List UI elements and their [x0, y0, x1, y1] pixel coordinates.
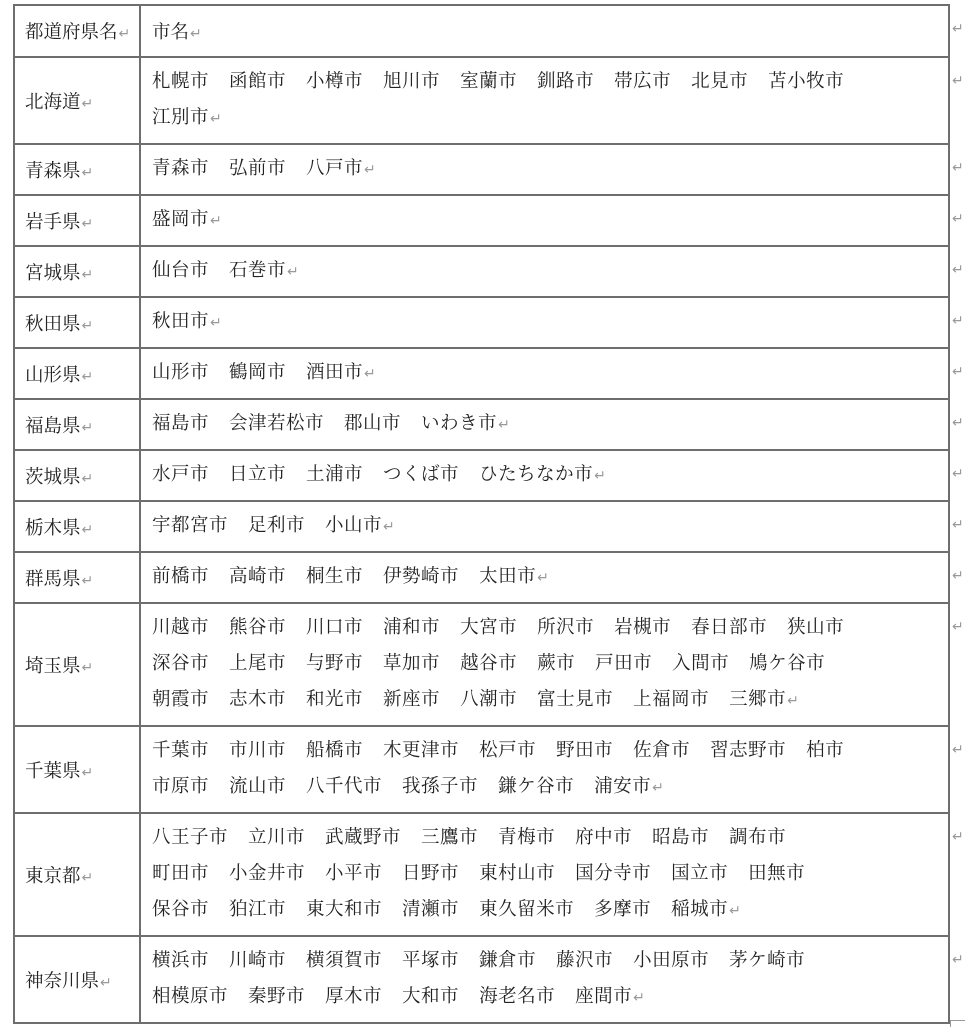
table-row — [14, 726, 949, 813]
city-name: 国立市 — [671, 863, 729, 884]
city-name: 和光市 — [306, 689, 364, 710]
city-name: 鶴岡市 — [229, 362, 287, 383]
city-line — [152, 892, 948, 929]
city-name: 土浦市 — [306, 464, 364, 485]
city-name: 野田市 — [556, 740, 614, 761]
paragraph-mark-icon: ↵ — [594, 468, 606, 484]
cities-cell — [140, 501, 949, 552]
city-line — [152, 559, 948, 596]
city-name: 前橋市 — [152, 566, 210, 587]
city-name: 木更津市 — [383, 740, 460, 761]
prefecture-name: 秋田県 — [25, 313, 81, 335]
city-name: 酒田市 — [306, 362, 364, 383]
paragraph-mark-icon: ↵ — [81, 572, 94, 589]
city-name: 東村山市 — [479, 863, 556, 884]
city-name: つくば市 — [383, 464, 460, 485]
cities-cell — [140, 246, 949, 297]
row-end-mark-icon: ↵ — [952, 742, 964, 758]
city-name: 保谷市 — [152, 899, 210, 920]
city-name: 小田原市 — [633, 950, 710, 971]
city-name: 狭山市 — [787, 617, 845, 638]
header-prefecture-cell — [14, 5, 140, 57]
row-end-mark-icon: ↵ — [952, 952, 964, 968]
city-line — [152, 64, 948, 100]
city-name: 浦和市 — [383, 617, 441, 638]
city-line — [152, 856, 948, 892]
city-name: 盛岡市 — [152, 209, 210, 230]
city-name: 川崎市 — [229, 950, 287, 971]
city-line — [152, 733, 948, 769]
paragraph-mark-icon: ↵ — [210, 213, 222, 229]
cities-cell — [140, 144, 949, 195]
city-name: 鎌ケ谷市 — [498, 776, 575, 797]
paragraph-mark-icon: ↵ — [81, 419, 94, 436]
city-name: 北見市 — [691, 71, 749, 92]
paragraph-mark-icon: ↵ — [81, 95, 94, 112]
header-prefecture-label: 都道府県名 — [25, 22, 118, 43]
row-end-mark-icon: ↵ — [952, 210, 964, 227]
paragraph-mark-icon: ↵ — [81, 521, 94, 538]
city-name: 川口市 — [306, 617, 364, 638]
city-name: 調布市 — [729, 827, 787, 848]
city-name: 福島市 — [152, 413, 210, 434]
city-name: 佐倉市 — [633, 740, 691, 761]
table-row — [14, 246, 949, 297]
city-name: 稲城市 — [671, 899, 729, 920]
city-name: 三郷市 — [729, 689, 787, 710]
row-end-mark-icon: ↵ — [952, 21, 964, 37]
city-name: 足利市 — [248, 515, 306, 536]
table-row — [14, 144, 949, 195]
city-name: ひたちなか市 — [479, 464, 594, 485]
city-name: 秋田市 — [152, 311, 210, 332]
city-name: 三鷹市 — [421, 827, 479, 848]
city-name: 東大和市 — [306, 899, 383, 920]
city-line — [152, 769, 948, 806]
table-row — [14, 603, 949, 726]
prefecture-cell — [14, 195, 140, 246]
city-name: 八戸市 — [306, 158, 364, 179]
city-name: 厚木市 — [325, 986, 383, 1007]
city-name: 上福岡市 — [633, 689, 710, 710]
paragraph-mark-icon: ↵ — [190, 26, 202, 42]
city-name: 春日部市 — [691, 617, 768, 638]
prefecture-name: 福島県 — [25, 415, 81, 437]
cities-cell — [140, 348, 949, 399]
prefecture-name: 北海道 — [25, 91, 81, 113]
prefecture-name: 群馬県 — [25, 568, 81, 590]
paragraph-mark-icon: ↵ — [364, 366, 376, 382]
city-name: 市川市 — [229, 740, 287, 761]
city-name: いわき市 — [421, 413, 498, 434]
prefecture-cell — [14, 144, 140, 195]
row-end-mark-icon: ↵ — [952, 829, 964, 845]
prefecture-name: 埼玉県 — [25, 655, 81, 677]
city-name: 苫小牧市 — [768, 71, 845, 92]
city-name: 藤沢市 — [556, 950, 614, 971]
paragraph-mark-icon: ↵ — [652, 780, 664, 796]
table-body — [14, 5, 949, 1023]
city-name: 船橋市 — [306, 740, 364, 761]
table-row — [14, 450, 949, 501]
table-row — [14, 348, 949, 399]
city-line — [152, 355, 948, 392]
city-line — [152, 943, 948, 979]
city-name: 町田市 — [152, 863, 210, 884]
city-name: 富士見市 — [537, 689, 614, 710]
paragraph-mark-icon: ↵ — [81, 470, 94, 487]
prefecture-cell — [14, 399, 140, 450]
paragraph-mark-icon: ↵ — [787, 693, 799, 709]
city-name: 越谷市 — [460, 653, 518, 674]
city-name: 青梅市 — [498, 827, 556, 848]
paragraph-mark-icon: ↵ — [100, 974, 112, 991]
city-name: 秦野市 — [248, 986, 306, 1007]
paragraph-mark-icon: ↵ — [81, 266, 94, 283]
row-end-mark-icon: ↵ — [952, 363, 964, 380]
header-city-cell — [140, 5, 949, 57]
city-name: 海老名市 — [479, 986, 556, 1007]
cities-cell — [140, 450, 949, 501]
city-name: 武蔵野市 — [325, 827, 402, 848]
city-name: 大和市 — [402, 986, 460, 1007]
table-row — [14, 57, 949, 144]
city-name: 相模原市 — [152, 986, 229, 1007]
city-name: 志木市 — [229, 689, 287, 710]
city-name: 習志野市 — [710, 740, 787, 761]
paragraph-mark-icon: ↵ — [537, 570, 549, 586]
city-name: 弘前市 — [229, 158, 287, 179]
cities-cell — [140, 813, 949, 936]
paragraph-mark-icon: ↵ — [81, 869, 94, 886]
city-name: 立川市 — [248, 827, 306, 848]
city-name: 日立市 — [229, 464, 287, 485]
city-line — [152, 304, 948, 341]
city-name: 柏市 — [806, 740, 845, 761]
prefecture-cell — [14, 450, 140, 501]
prefecture-cell — [14, 57, 140, 144]
city-name: 太田市 — [479, 566, 537, 587]
cities-cell — [140, 936, 949, 1023]
city-name: 帯広市 — [614, 71, 672, 92]
city-name: 高崎市 — [229, 566, 287, 587]
prefecture-name: 青森県 — [25, 160, 81, 182]
city-name: 青森市 — [152, 158, 210, 179]
row-end-mark-icon: ↵ — [952, 261, 964, 278]
city-name: 松戸市 — [479, 740, 537, 761]
table-row — [14, 297, 949, 348]
city-name: 鎌倉市 — [479, 950, 537, 971]
city-line — [152, 682, 948, 719]
table-row — [14, 399, 949, 450]
prefecture-cell — [14, 246, 140, 297]
prefecture-cell — [14, 813, 140, 936]
city-name: 茅ケ崎市 — [729, 950, 806, 971]
city-line — [152, 457, 948, 494]
paragraph-mark-icon: ↵ — [364, 162, 376, 178]
city-name: 上尾市 — [229, 653, 287, 674]
row-end-mark-icon: ↵ — [952, 516, 964, 533]
city-name: 東久留米市 — [479, 899, 575, 920]
cities-cell — [140, 57, 949, 144]
row-end-mark-icon: ↵ — [952, 619, 964, 635]
prefecture-cell — [14, 603, 140, 726]
city-name: 浦安市 — [594, 776, 652, 797]
city-line — [152, 100, 948, 137]
city-name: 戸田市 — [595, 653, 653, 674]
city-name: 新座市 — [383, 689, 441, 710]
city-name: 昭島市 — [652, 827, 710, 848]
paragraph-mark-icon: ↵ — [383, 519, 395, 535]
city-line — [152, 646, 948, 682]
city-name: 平塚市 — [402, 950, 460, 971]
paragraph-mark-icon: ↵ — [81, 164, 94, 181]
cities-cell — [140, 297, 949, 348]
city-name: 大宮市 — [460, 617, 518, 638]
city-name: 八王子市 — [152, 827, 229, 848]
header-city-label: 市名 — [152, 22, 190, 43]
city-line — [152, 820, 948, 856]
paragraph-mark-icon: ↵ — [287, 264, 299, 280]
paragraph-mark-icon: ↵ — [633, 990, 645, 1006]
city-name: 小金井市 — [229, 863, 306, 884]
city-name: 室蘭市 — [460, 71, 518, 92]
table-header-row — [14, 5, 949, 57]
city-name: 座間市 — [575, 986, 633, 1007]
city-name: 狛江市 — [229, 899, 287, 920]
city-name: 石巻市 — [229, 260, 287, 281]
city-name: 川越市 — [152, 617, 210, 638]
city-line — [152, 610, 948, 646]
city-name: 八千代市 — [306, 776, 383, 797]
city-name: 小山市 — [325, 515, 383, 536]
city-name: 熊谷市 — [229, 617, 287, 638]
city-name: 深谷市 — [152, 653, 210, 674]
prefecture-cell — [14, 552, 140, 603]
city-name: 多摩市 — [594, 899, 652, 920]
paragraph-mark-icon: ↵ — [498, 417, 510, 433]
city-name: 鳩ケ谷市 — [749, 653, 826, 674]
city-name: 宇都宮市 — [152, 515, 229, 536]
city-name: 田無市 — [748, 863, 806, 884]
paragraph-mark-icon: ↵ — [81, 368, 94, 385]
table-row — [14, 195, 949, 246]
city-name: 流山市 — [229, 776, 287, 797]
prefecture-name: 宮城県 — [25, 262, 81, 284]
city-line — [152, 151, 948, 188]
city-name: 山形市 — [152, 362, 210, 383]
prefecture-cell — [14, 501, 140, 552]
city-name: 仙台市 — [152, 260, 210, 281]
city-name: 小平市 — [325, 863, 383, 884]
table-row — [14, 936, 949, 1023]
city-name: 江別市 — [152, 107, 210, 128]
row-end-mark-icon: ↵ — [952, 567, 964, 584]
row-end-mark-icon: ↵ — [952, 312, 964, 329]
city-name: 郡山市 — [344, 413, 402, 434]
prefecture-name: 茨城県 — [25, 466, 81, 488]
paragraph-mark-icon: ↵ — [81, 317, 94, 334]
city-name: 八潮市 — [460, 689, 518, 710]
city-name: 国分寺市 — [575, 863, 652, 884]
city-name: 横須賀市 — [306, 950, 383, 971]
city-name: 桐生市 — [306, 566, 364, 587]
paragraph-mark-icon: ↵ — [81, 215, 94, 232]
prefecture-cell — [14, 726, 140, 813]
cities-cell — [140, 552, 949, 603]
city-name: 清瀬市 — [402, 899, 460, 920]
city-line — [152, 253, 948, 290]
table-row — [14, 813, 949, 936]
city-name: 千葉市 — [152, 740, 210, 761]
prefecture-name: 千葉県 — [25, 760, 81, 782]
paragraph-mark-icon: ↵ — [210, 315, 222, 331]
city-line — [152, 406, 948, 443]
cities-cell — [140, 399, 949, 450]
paragraph-mark-icon: ↵ — [81, 764, 94, 781]
prefecture-name: 山形県 — [25, 364, 81, 386]
row-end-mark-icon: ↵ — [952, 159, 964, 176]
city-name: 蕨市 — [537, 653, 576, 674]
city-name: 函館市 — [229, 71, 287, 92]
city-line — [152, 979, 948, 1016]
prefecture-cell — [14, 297, 140, 348]
city-name: 水戸市 — [152, 464, 210, 485]
city-name: 小樽市 — [306, 71, 364, 92]
city-name: 朝霞市 — [152, 689, 210, 710]
city-name: 伊勢崎市 — [383, 566, 460, 587]
city-name: 横浜市 — [152, 950, 210, 971]
cities-cell — [140, 726, 949, 813]
city-name: 府中市 — [575, 827, 633, 848]
prefecture-name: 東京都 — [25, 865, 81, 887]
city-name: 札幌市 — [152, 71, 210, 92]
city-name: 会津若松市 — [229, 413, 325, 434]
row-end-mark-icon: ↵ — [952, 414, 964, 431]
table-row — [14, 552, 949, 603]
city-name: 旭川市 — [383, 71, 441, 92]
city-table — [13, 4, 950, 1024]
prefecture-name: 岩手県 — [25, 211, 81, 233]
city-name: 釧路市 — [537, 71, 595, 92]
row-end-mark-icon: ↵ — [952, 465, 964, 482]
city-line — [152, 202, 948, 239]
prefecture-name: 栃木県 — [25, 517, 81, 539]
cities-cell — [140, 195, 949, 246]
paragraph-mark-icon: ↵ — [729, 903, 741, 919]
city-name: 入間市 — [672, 653, 730, 674]
table-row — [14, 501, 949, 552]
paragraph-mark-icon: ↵ — [81, 659, 94, 676]
paragraph-mark-icon: ↵ — [118, 26, 131, 42]
prefecture-name: 神奈川県 — [25, 970, 100, 992]
city-name: 所沢市 — [537, 617, 595, 638]
prefecture-cell — [14, 936, 140, 1023]
city-name: 草加市 — [383, 653, 441, 674]
prefecture-cell — [14, 348, 140, 399]
city-name: 岩槻市 — [614, 617, 672, 638]
city-name: 日野市 — [402, 863, 460, 884]
row-end-mark-icon: ↵ — [952, 73, 964, 89]
city-name: 市原市 — [152, 776, 210, 797]
paragraph-mark-icon: ↵ — [210, 111, 222, 127]
city-name: 与野市 — [306, 653, 364, 674]
cities-cell — [140, 603, 949, 726]
city-line — [152, 508, 948, 545]
city-name: 我孫子市 — [402, 776, 479, 797]
